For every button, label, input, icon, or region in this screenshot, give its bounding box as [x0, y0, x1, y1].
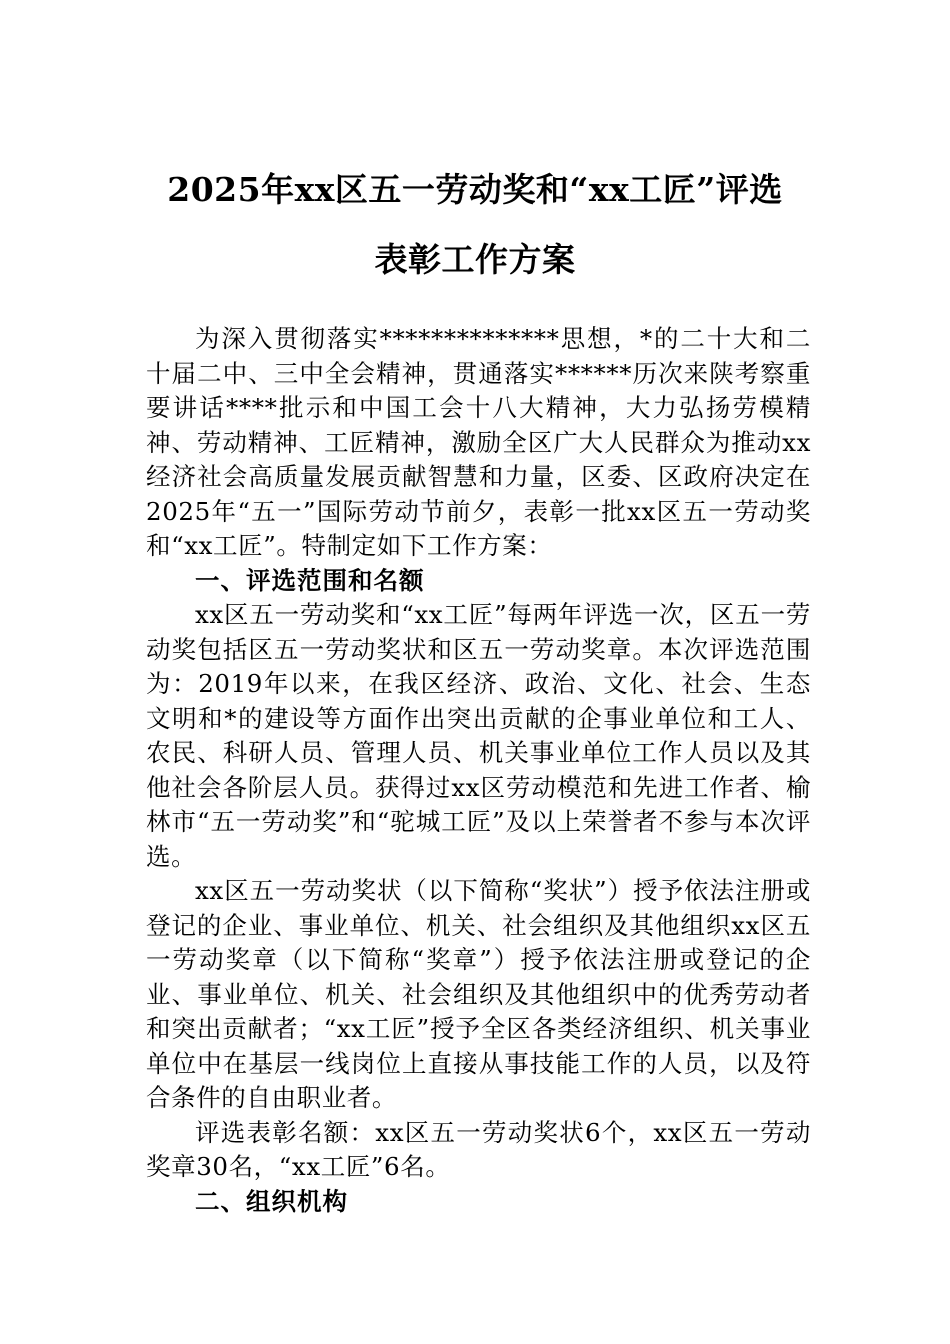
- document-body: [146, 322, 811, 1219]
- section-2-heading: 二、组织机构: [195, 1186, 348, 1216]
- document-title-line-2: 表彰工作方案: [374, 240, 576, 279]
- section-1-paragraph-scope: xx区五一劳动奖和“xx工匠”每两年评选一次，区五一劳动奖包括区五一劳动奖状和区五一劳动奖章。本次评选范围为：2019年以来，在我区经济、政治、文化、社会、生态文明和*的建设等方面作出突出贡献的企事业单位和工人、农民、科研人员、管理人员、机关事业单位工作人员以及其他社会各阶层人员。获得过xx区劳动模范和先进工作者、榆林市“五一劳动奖”和“驼城工匠”及以上荣誉者不参与本次评选。: [146, 600, 811, 871]
- document-title-line-1: 2025年xx区五一劳动奖和“xx工匠”评选: [167, 170, 783, 209]
- section-1-paragraph-awards: xx区五一劳动奖状（以下简称“奖状”）授予依法注册或登记的企业、事业单位、机关、社会组织及其他组织xx区五一劳动奖章（以下简称“奖章”）授予依法注册或登记的企业、事业单位、机关、社会组织及其他组织中的优秀劳动者和突出贡献者；“xx工匠”授予全区各类经济组织、机关事业单位中在基层一线岗位上直接从事技能工作的人员，以及符合条件的自由职业者。: [146, 876, 811, 1112]
- intro-paragraph: 为深入贯彻落实**************思想，*的二十大和二十届二中、三中全会精神，贯通落实******历次来陕考察重要讲话****批示和中国工会十八大精神，大力弘扬劳模精神、劳动精神、工匠精神，激励全区广大人民群众为推动xx经济社会高质量发展贡献智慧和力量，区委、区政府决定在2025年“五一”国际劳动节前夕，表彰一批xx区五一劳动奖和“xx工匠”。特制定如下工作方案：: [146, 324, 811, 560]
- section-1-paragraph-quota: 评选表彰名额：xx区五一劳动奖状6个，xx区五一劳动奖章30名，“xx工匠”6名。: [146, 1117, 811, 1181]
- section-1-heading: 一、评选范围和名额: [195, 565, 425, 595]
